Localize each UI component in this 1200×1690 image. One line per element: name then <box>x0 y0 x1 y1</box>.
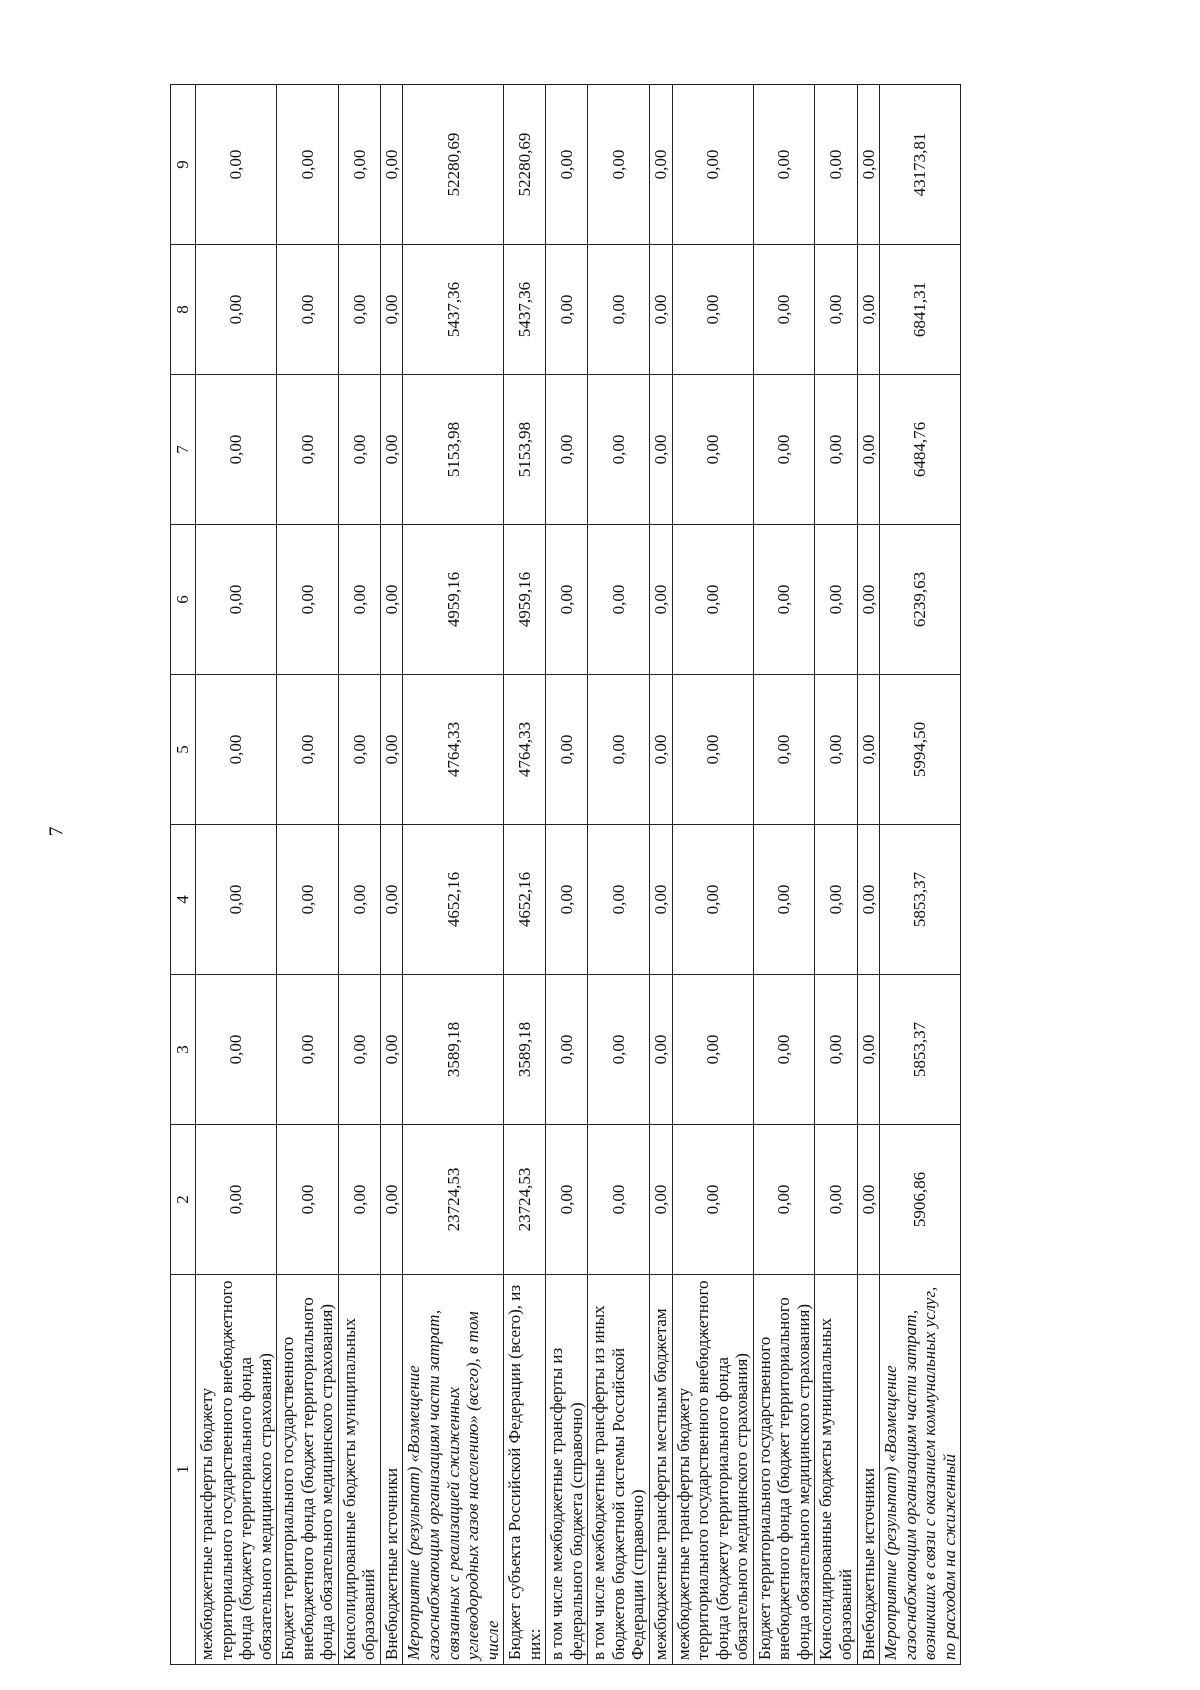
value-cell: 0,00 <box>196 375 277 525</box>
value-cell: 0,00 <box>650 825 673 975</box>
table-row <box>588 85 650 1665</box>
value-cell: 3589,18 <box>403 975 504 1125</box>
value-cell: 0,00 <box>196 245 277 375</box>
value-cell: 4959,16 <box>504 525 546 675</box>
value-cell: 43173,81 <box>880 85 961 245</box>
value-cell: 0,00 <box>546 375 588 525</box>
value-cell: 23724,53 <box>403 1125 504 1275</box>
value-cell: 0,00 <box>338 1125 380 1275</box>
value-cell: 0,00 <box>546 825 588 975</box>
value-cell: 0,00 <box>753 375 815 525</box>
table-row <box>504 85 546 1665</box>
value-cell: 5437,36 <box>403 245 504 375</box>
value-cell: 0,00 <box>380 825 403 975</box>
value-cell: 0,00 <box>753 525 815 675</box>
value-cell: 0,00 <box>546 1125 588 1275</box>
value-cell: 0,00 <box>672 245 753 375</box>
value-cell: 4764,33 <box>403 675 504 825</box>
column-header: 7 <box>171 375 196 525</box>
value-cell: 0,00 <box>546 245 588 375</box>
value-cell: 0,00 <box>588 675 650 825</box>
value-cell: 5153,98 <box>504 375 546 525</box>
value-cell: 0,00 <box>815 375 857 525</box>
value-cell: 4652,16 <box>403 825 504 975</box>
column-header: 3 <box>171 975 196 1125</box>
value-cell: 0,00 <box>857 975 880 1125</box>
table-row <box>546 85 588 1665</box>
row-label: межбюджетные трансферты бюджету территориального государственного внебюджетного фонда (бюджету территориального фонда обязательного медицинского страхования) <box>196 1275 277 1665</box>
value-cell: 0,00 <box>277 375 339 525</box>
value-cell: 0,00 <box>338 375 380 525</box>
value-cell: 0,00 <box>546 675 588 825</box>
value-cell: 0,00 <box>546 525 588 675</box>
row-label: Бюджет территориального государственного внебюджетного фонда (бюджет территориального фонда обязательного медицинского страхования) <box>753 1275 815 1665</box>
value-cell: 0,00 <box>380 525 403 675</box>
value-cell: 5994,50 <box>880 675 961 825</box>
value-cell: 0,00 <box>815 825 857 975</box>
value-cell: 0,00 <box>650 375 673 525</box>
page-number: 7 <box>45 826 68 837</box>
table-row <box>338 85 380 1665</box>
value-cell: 0,00 <box>650 85 673 245</box>
value-cell: 0,00 <box>380 975 403 1125</box>
value-cell: 0,00 <box>588 975 650 1125</box>
table-row <box>753 85 815 1665</box>
value-cell: 0,00 <box>672 675 753 825</box>
value-cell: 0,00 <box>672 525 753 675</box>
value-cell: 0,00 <box>588 825 650 975</box>
value-cell: 0,00 <box>277 1125 339 1275</box>
value-cell: 0,00 <box>338 245 380 375</box>
value-cell: 0,00 <box>815 1125 857 1275</box>
value-cell: 4959,16 <box>403 525 504 675</box>
value-cell: 5906,86 <box>880 1125 961 1275</box>
row-label: в том числе межбюджетные трансферты из иных бюджетов бюджетной системы Российской Федерации (справочно) <box>588 1275 650 1665</box>
value-cell: 0,00 <box>380 245 403 375</box>
value-cell: 0,00 <box>588 375 650 525</box>
value-cell: 0,00 <box>196 525 277 675</box>
table-row <box>380 85 403 1665</box>
value-cell: 0,00 <box>650 245 673 375</box>
header-row <box>171 85 196 1665</box>
value-cell: 0,00 <box>588 1125 650 1275</box>
value-cell: 0,00 <box>753 1125 815 1275</box>
value-cell: 0,00 <box>338 85 380 245</box>
value-cell: 0,00 <box>672 825 753 975</box>
value-cell: 0,00 <box>196 825 277 975</box>
value-cell: 4764,33 <box>504 675 546 825</box>
value-cell: 0,00 <box>546 975 588 1125</box>
value-cell: 0,00 <box>857 675 880 825</box>
value-cell: 0,00 <box>588 85 650 245</box>
value-cell: 52280,69 <box>504 85 546 245</box>
table-row <box>857 85 880 1665</box>
value-cell: 0,00 <box>338 525 380 675</box>
value-cell: 0,00 <box>277 975 339 1125</box>
value-cell: 0,00 <box>650 975 673 1125</box>
value-cell: 0,00 <box>815 85 857 245</box>
value-cell: 0,00 <box>753 975 815 1125</box>
row-label: в том числе межбюджетные трансферты из федерального бюджета (справочно) <box>546 1275 588 1665</box>
column-header: 9 <box>171 85 196 245</box>
row-label: Консолидированные бюджеты муниципальных образований <box>338 1275 380 1665</box>
value-cell: 0,00 <box>672 975 753 1125</box>
value-cell: 0,00 <box>815 675 857 825</box>
value-cell: 0,00 <box>857 1125 880 1275</box>
value-cell: 0,00 <box>753 85 815 245</box>
value-cell: 0,00 <box>815 975 857 1125</box>
row-label: межбюджетные трансферты бюджету территориального государственного внебюджетного фонда (бюджету территориального фонда обязательного медицинского страхования) <box>672 1275 753 1665</box>
value-cell: 5153,98 <box>403 375 504 525</box>
rotated-table-container <box>170 85 1070 1665</box>
value-cell: 0,00 <box>380 1125 403 1275</box>
value-cell: 0,00 <box>672 375 753 525</box>
row-label: Бюджет субъекта Российской Федерации (всего), из них: <box>504 1275 546 1665</box>
value-cell: 5853,37 <box>880 975 961 1125</box>
value-cell: 5853,37 <box>880 825 961 975</box>
value-cell: 5437,36 <box>504 245 546 375</box>
column-header: 5 <box>171 675 196 825</box>
value-cell: 3589,18 <box>504 975 546 1125</box>
row-label: Внебюджетные источники <box>857 1275 880 1665</box>
table-row <box>403 85 504 1665</box>
value-cell: 0,00 <box>277 85 339 245</box>
value-cell: 0,00 <box>815 245 857 375</box>
value-cell: 0,00 <box>672 1125 753 1275</box>
column-header: 2 <box>171 1125 196 1275</box>
value-cell: 0,00 <box>338 975 380 1125</box>
value-cell: 0,00 <box>277 825 339 975</box>
budget-table <box>170 84 961 1665</box>
value-cell: 0,00 <box>380 375 403 525</box>
value-cell: 0,00 <box>672 85 753 245</box>
value-cell: 0,00 <box>196 85 277 245</box>
table-body <box>196 85 961 1665</box>
table-region <box>170 85 1200 1660</box>
value-cell: 0,00 <box>857 525 880 675</box>
row-label: Мероприятие (результат) «Возмещение газоснабжающим организациям части затрат, возникших в связи с оказанием коммунальных услуг, по расходам на сжиженный <box>880 1275 961 1665</box>
value-cell: 4652,16 <box>504 825 546 975</box>
value-cell: 0,00 <box>650 525 673 675</box>
value-cell: 0,00 <box>857 375 880 525</box>
table-row <box>196 85 277 1665</box>
value-cell: 0,00 <box>196 975 277 1125</box>
value-cell: 0,00 <box>380 85 403 245</box>
value-cell: 23724,53 <box>504 1125 546 1275</box>
value-cell: 0,00 <box>546 85 588 245</box>
value-cell: 0,00 <box>650 1125 673 1275</box>
value-cell: 0,00 <box>338 675 380 825</box>
table-row <box>277 85 339 1665</box>
row-label: межбюджетные трансферты местным бюджетам <box>650 1275 673 1665</box>
value-cell: 0,00 <box>650 675 673 825</box>
table-row <box>815 85 857 1665</box>
value-cell: 0,00 <box>588 525 650 675</box>
value-cell: 0,00 <box>380 675 403 825</box>
row-label: Бюджет территориального государственного внебюджетного фонда (бюджет территориального фонда обязательного медицинского страхования) <box>277 1275 339 1665</box>
column-header: 4 <box>171 825 196 975</box>
value-cell: 0,00 <box>588 245 650 375</box>
value-cell: 0,00 <box>815 525 857 675</box>
value-cell: 52280,69 <box>403 85 504 245</box>
value-cell: 0,00 <box>753 245 815 375</box>
column-header: 8 <box>171 245 196 375</box>
table-row <box>650 85 673 1665</box>
value-cell: 0,00 <box>857 825 880 975</box>
value-cell: 0,00 <box>753 825 815 975</box>
table-row <box>672 85 753 1665</box>
row-label: Мероприятие (результат) «Возмещение газоснабжающим организациям части затрат, связанных с реализацией сжиженных углеводородных газов населению» (всего), в том числе <box>403 1275 504 1665</box>
value-cell: 6484,76 <box>880 375 961 525</box>
value-cell: 0,00 <box>338 825 380 975</box>
value-cell: 6841,31 <box>880 245 961 375</box>
value-cell: 0,00 <box>277 245 339 375</box>
column-header: 6 <box>171 525 196 675</box>
value-cell: 0,00 <box>753 675 815 825</box>
value-cell: 0,00 <box>196 675 277 825</box>
value-cell: 0,00 <box>196 1125 277 1275</box>
table-row <box>880 85 961 1665</box>
value-cell: 0,00 <box>857 85 880 245</box>
value-cell: 0,00 <box>277 525 339 675</box>
row-label: Внебюджетные источники <box>380 1275 403 1665</box>
value-cell: 0,00 <box>277 675 339 825</box>
value-cell: 6239,63 <box>880 525 961 675</box>
value-cell: 0,00 <box>857 245 880 375</box>
row-label: Консолидированные бюджеты муниципальных образований <box>815 1275 857 1665</box>
column-header: 1 <box>171 1275 196 1665</box>
